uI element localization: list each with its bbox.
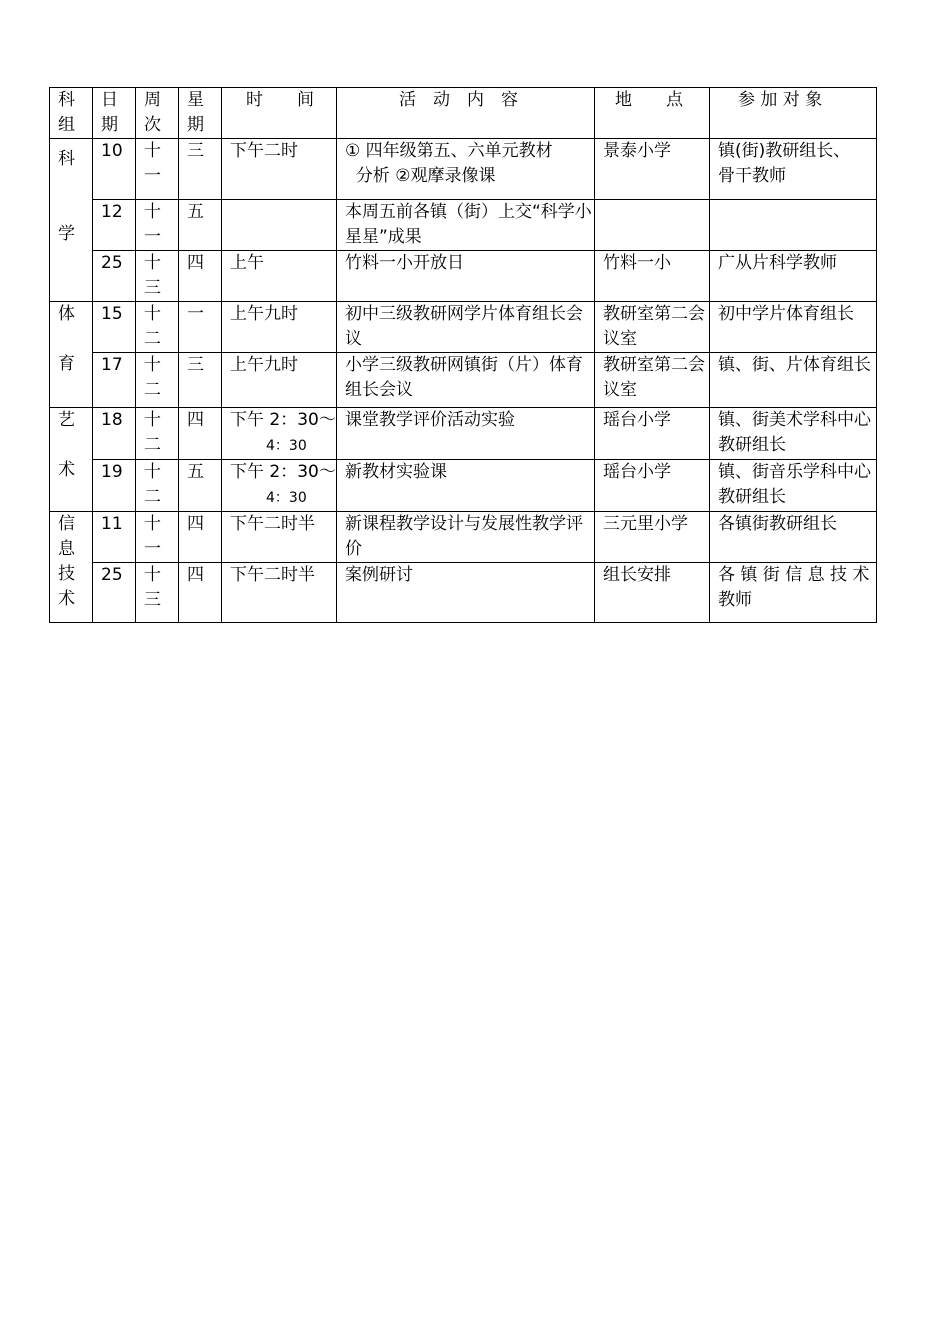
time-cell: 下午二时半 (222, 563, 337, 623)
content-cell: 课堂教学评价活动实验 (337, 408, 595, 460)
place-cell: 三元里小学 (595, 512, 710, 563)
table-row (50, 563, 877, 623)
weekday-cell: 三 (179, 353, 222, 408)
table-row (50, 460, 877, 512)
time-start: 下午 2：30～ (230, 410, 336, 430)
content-cell: 竹料一小开放日 (337, 251, 595, 302)
weekday-cell: 五 (179, 460, 222, 512)
table-row (50, 302, 877, 353)
week-cell: 十 二 (136, 302, 179, 353)
header-audience: 参 加 对 象 (710, 88, 877, 139)
place-cell: 瑶台小学 (595, 460, 710, 512)
date-cell: 15 (93, 302, 136, 353)
subject-cell-it: 信 息 技 术 (50, 512, 93, 623)
subject-cell-pe: 体 育 (50, 302, 93, 408)
week-cell: 十 二 (136, 353, 179, 408)
content-cell: 初中三级教研网学片体育组长会议 (337, 302, 595, 353)
audience-cell: 镇(街)教研组长、 骨干教师 (710, 139, 877, 200)
place-cell: 竹料一小 (595, 251, 710, 302)
header-weekday: 星 期 (179, 88, 222, 139)
weekday-cell: 四 (179, 563, 222, 623)
audience-cell: 镇、街美术学科中心教研组长 (710, 408, 877, 460)
place-cell: 教研室第二会议室 (595, 353, 710, 408)
weekday-cell: 四 (179, 408, 222, 460)
date-cell: 10 (93, 139, 136, 200)
audience-cell: 广从片科学教师 (710, 251, 877, 302)
date-cell: 17 (93, 353, 136, 408)
time-cell: 下午二时半 (222, 512, 337, 563)
date-cell: 25 (93, 563, 136, 623)
place-cell: 教研室第二会议室 (595, 302, 710, 353)
header-time: 时 间 (222, 88, 337, 139)
date-cell: 12 (93, 200, 136, 251)
content-cell: 新课程教学设计与发展性教学评价 (337, 512, 595, 563)
header-content: 活 动 内 容 (337, 88, 595, 139)
header-row (50, 88, 877, 139)
time-cell (222, 460, 337, 512)
audience-cell: 镇、街、片体育组长 (710, 353, 877, 408)
week-cell: 十 二 (136, 408, 179, 460)
table-row (50, 353, 877, 408)
header-date: 日 期 (93, 88, 136, 139)
time-end: 4：30 (266, 490, 307, 506)
audience-cell (710, 200, 877, 251)
time-cell: 下午二时 (222, 139, 337, 200)
subject-cell-science: 科 学 (50, 139, 93, 302)
week-cell: 十 一 (136, 200, 179, 251)
content-cell: ① 四年级第五、六单元教材 分析 ②观摩录像课 (337, 139, 595, 200)
audience-cell: 镇、街音乐学科中心教研组长 (710, 460, 877, 512)
date-cell: 11 (93, 512, 136, 563)
time-cell (222, 408, 337, 460)
header-week: 周 次 (136, 88, 179, 139)
content-cell: 小学三级教研网镇街（片）体育组长会议 (337, 353, 595, 408)
date-cell: 18 (93, 408, 136, 460)
date-cell: 25 (93, 251, 136, 302)
place-cell (595, 200, 710, 251)
table-row (50, 512, 877, 563)
audience-cell: 各镇街教研组长 (710, 512, 877, 563)
place-cell: 瑶台小学 (595, 408, 710, 460)
content-cell: 案例研讨 (337, 563, 595, 623)
week-cell: 十 一 (136, 139, 179, 200)
date-cell: 19 (93, 460, 136, 512)
table-row (50, 139, 877, 200)
weekday-cell: 四 (179, 512, 222, 563)
table-row (50, 408, 877, 460)
audience-cell: 各 镇 街 信 息 技 术 教师 (710, 563, 877, 623)
time-cell: 上午九时 (222, 353, 337, 408)
table-row (50, 251, 877, 302)
time-end: 4：30 (266, 438, 307, 454)
activity-schedule-table (49, 87, 877, 623)
place-cell: 组长安排 (595, 563, 710, 623)
week-cell: 十 三 (136, 563, 179, 623)
week-cell: 十 三 (136, 251, 179, 302)
place-cell: 景泰小学 (595, 139, 710, 200)
weekday-cell: 四 (179, 251, 222, 302)
header-subject: 科 组 (50, 88, 93, 139)
content-cell: 新教材实验课 (337, 460, 595, 512)
time-cell: 上午九时 (222, 302, 337, 353)
subject-cell-art: 艺 术 (50, 408, 93, 512)
week-cell: 十 一 (136, 512, 179, 563)
week-cell: 十 二 (136, 460, 179, 512)
time-cell (222, 200, 337, 251)
time-start: 下午 2：30～ (230, 462, 336, 482)
content-cell: 本周五前各镇（街）上交“科学小星星”成果 (337, 200, 595, 251)
table-row (50, 200, 877, 251)
weekday-cell: 三 (179, 139, 222, 200)
header-place: 地 点 (595, 88, 710, 139)
audience-cell: 初中学片体育组长 (710, 302, 877, 353)
weekday-cell: 一 (179, 302, 222, 353)
weekday-cell: 五 (179, 200, 222, 251)
time-cell: 上午 (222, 251, 337, 302)
